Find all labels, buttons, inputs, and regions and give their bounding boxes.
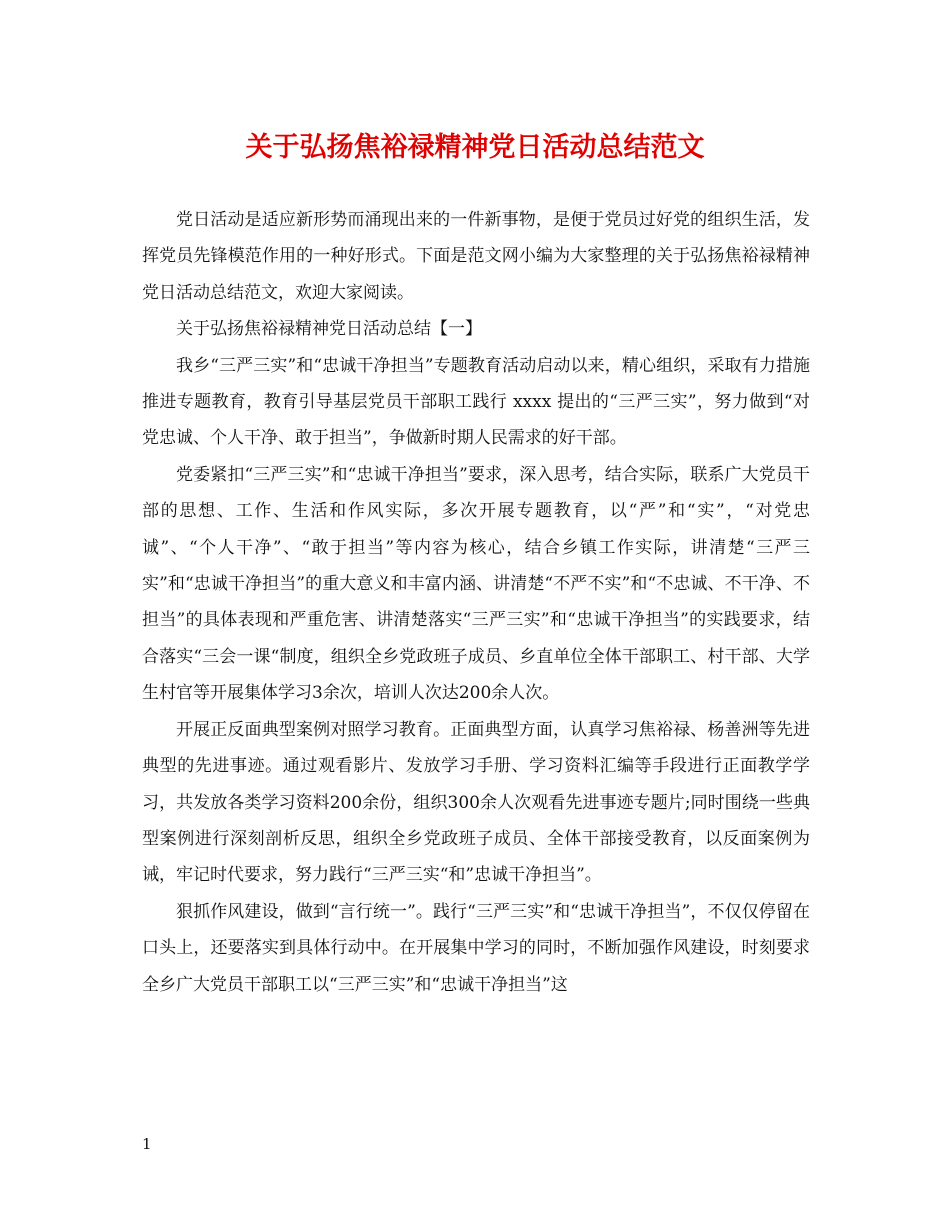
paragraph: 党委紧扣“三严三实”和“忠诚干净担当”要求，深入思考，结合实际，联系广大党员干部的思想、工作、生活和作风实际，多次开展专题教育，以“严”和“实”，“对党忠诚”、“个人干净”、“敢于担当”等内容为核心，结合乡镇工作实际，讲清楚“三严三实”和“忠诚干净担当”的重大意义和丰富内涵、讲清楚“不严不实”和“不忠诚、不干净、不担当”的具体表现和严重危害、讲清楚落实“三严三实”和“忠诚干净担当”的实践要求，结合落实“三会一课“制度，组织全乡党政班子成员、乡直单位全体干部职工、村干部、大学生村官等开展集体学习3余次，培训人次达200余人次。 [142, 464, 810, 704]
page-number: 1 [142, 1135, 152, 1153]
document-body [142, 202, 810, 1003]
document-title: 关于弘扬焦裕禄精神党日活动总结范文 [245, 132, 705, 163]
paragraph-intro: 党日活动是适应新形势而涌现出来的一件新事物，是便于党员过好党的组织生活，发挥党员先锋模范作用的一种好形式。下面是范文网小编为大家整理的关于弘扬焦裕禄精神党日活动总结范文，欢迎大家阅读。 [142, 210, 810, 303]
paragraph: 我乡“三严三实”和“忠诚干净担当”专题教育活动启动以来，精心组织，采取有力措施推进专题教育，教育引导基层党员干部职工践行 xxxx 提出的“三严三实”，努力做到“对党忠诚、个人干净、敢于担当”，争做新时期人民需求的好干部。 [142, 355, 810, 449]
paragraph: 狠抓作风建设，做到“言行统一”。践行“三严三实”和“忠诚干净担当”，不仅仅停留在口头上，还要落实到具体行动中。在开展集中学习的同时，不断加强作风建设，时刻要求全乡广大党员干部职工以“三严三实”和“忠诚干净担当”这 [142, 901, 810, 995]
paragraph: 开展正反面典型案例对照学习教育。正面典型方面，认真学习焦裕禄、杨善洲等先进典型的先进事迹。通过观看影片、发放学习手册、学习资料汇编等手段进行正面教学学习，共发放各类学习资料200余份，组织300余人次观看先进事迹专题片;同时围绕一些典型案例进行深刻剖析反思，组织全乡党政班子成员、全体干部接受教育，以反面案例为诫，牢记时代要求，努力践行“三严三实“和”忠诚干净担当”。 [142, 719, 810, 886]
section-heading: 关于弘扬焦裕禄精神党日活动总结【一】 [176, 319, 482, 340]
